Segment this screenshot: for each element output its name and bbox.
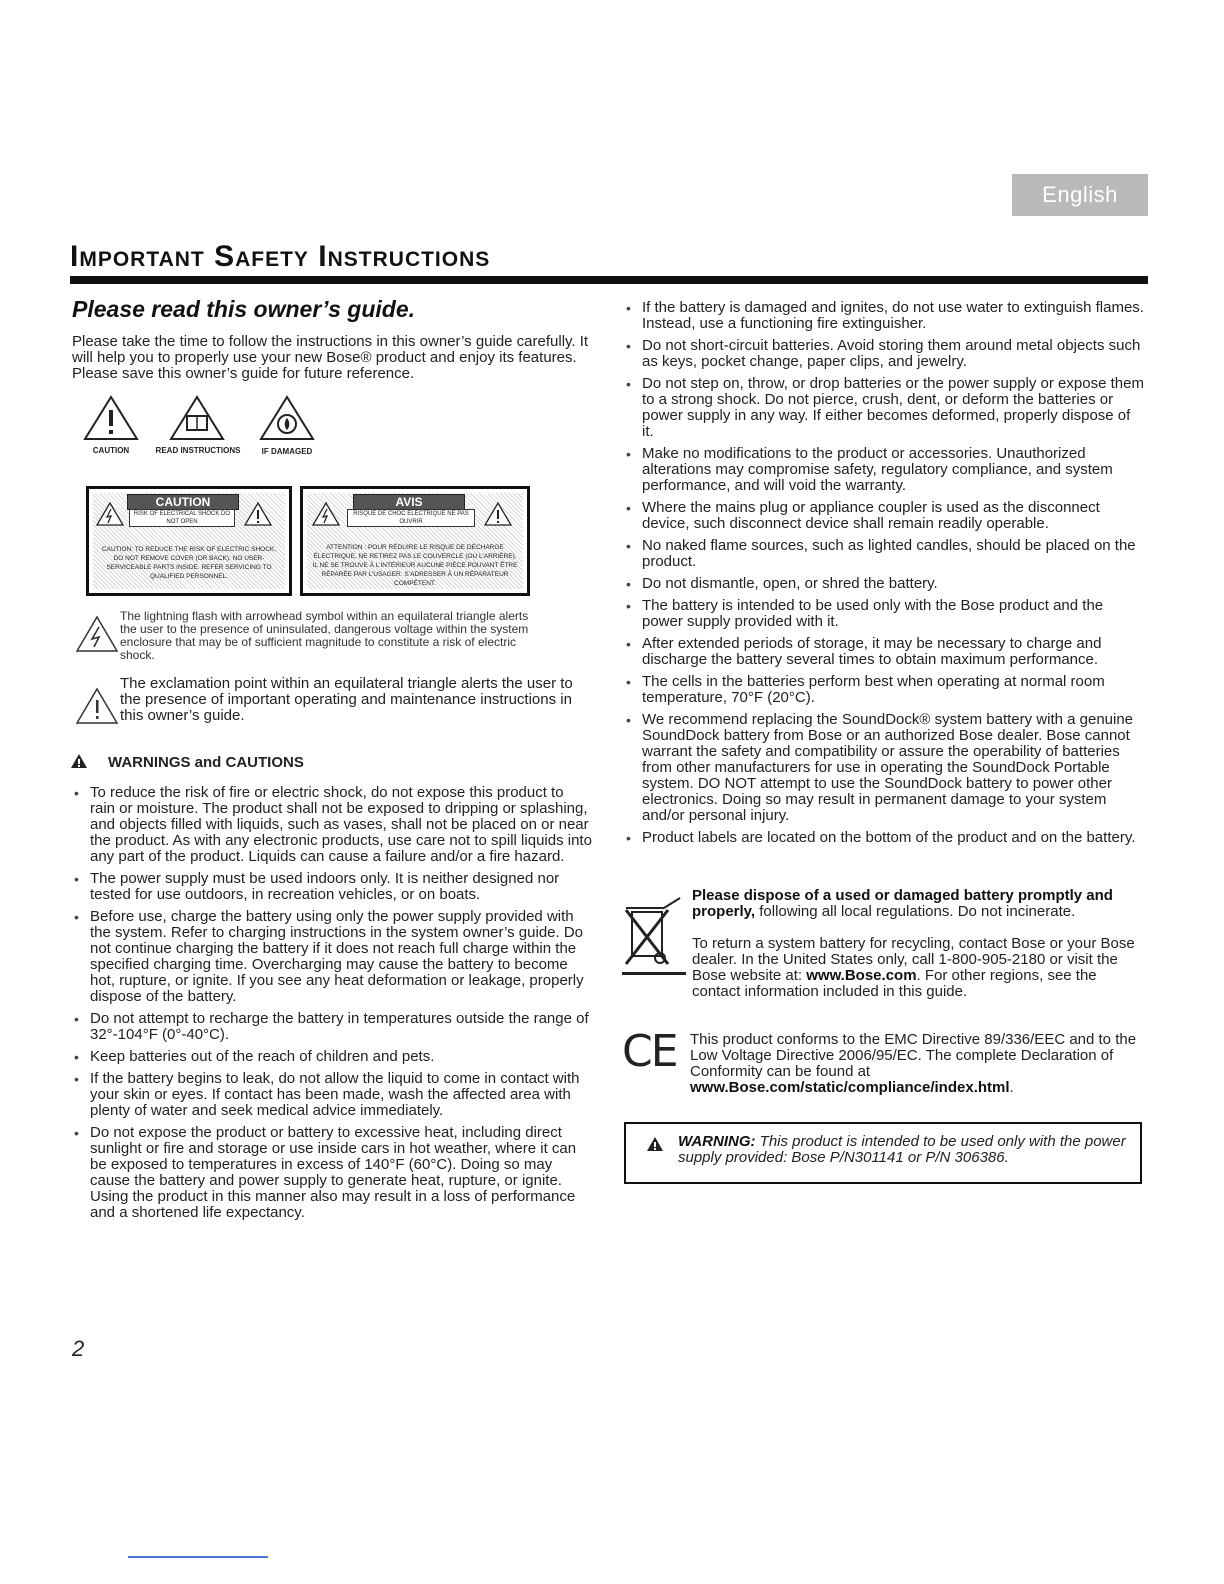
warnings-heading: WARNINGS and CAUTIONS	[108, 754, 304, 771]
list-item: • Do not dismantle, open, or shred the battery.	[624, 576, 1144, 592]
exclamation-triangle-icon	[483, 501, 513, 527]
return-text: To return a system battery for recycling, contact Bose or your Bose dealer. In the United States only, call 1-800-905-2180 or visit the Bose website at:	[692, 935, 1135, 984]
if-damaged-label: IF DAMAGED	[261, 447, 313, 456]
list-item: • Product labels are located on the bottom of the product and on the battery.	[624, 830, 1144, 846]
left-warnings-list	[72, 785, 592, 1227]
warning-box-label: WARNING:	[678, 1133, 756, 1150]
list-item: • Do not attempt to recharge the battery in temperatures outside the range of 32°-104°F (0°-40°C).	[72, 1011, 592, 1043]
ce-mark-icon: CE	[622, 1026, 677, 1077]
page-title	[70, 240, 490, 274]
caution-label: CAUTION	[92, 446, 130, 455]
list-item: • If the battery is damaged and ignites, do not use water to extinguish flames. Instead, use a functioning fire extinguisher.	[624, 300, 1144, 332]
dispose-rest: following all local regulations. Do not incinerate.	[755, 903, 1076, 920]
dispose-paragraph	[692, 888, 1142, 920]
dispose-bold: Please dispose of a used or damaged battery promptly and properly,	[692, 887, 1113, 920]
exclamation-triangle-icon	[74, 686, 120, 726]
title-rule	[70, 276, 1148, 284]
list-item: • Before use, charge the battery using only the power supply provided with the system. Refer to charging instructions in the system owner’s guide. Do not continue charging the battery if it does not reach full charge within the specified charging time. Overcharging may cause the battery to become hot, rupture, or ignite. If you see any heat deformation or leakage, properly dispose of the battery.	[72, 909, 592, 1005]
list-item: • No naked flame sources, such as lighted candles, should be placed on the product.	[624, 538, 1144, 570]
lightning-symbol-note: The lightning flash with arrowhead symbol within an equilateral triangle alerts the user to the presence of uninsulated, dangerous voltage within the system enclosure that may be of sufficient magnitude to constitute a risk of electric shock.	[120, 609, 529, 662]
ce-tail: .	[1009, 1079, 1014, 1096]
page-title-text: Important Safety Instructions	[70, 240, 491, 273]
fire-warning-icon	[258, 394, 316, 442]
footer-rule	[128, 1556, 268, 1558]
list-item: • Do not step on, throw, or drop batteries or the power supply or expose them to a strong shock. Do not pierce, crush, dent, or deform the batteries or power supply in any way. If either becomes deformed, properly dispose of it.	[624, 376, 1144, 440]
return-tail: . For other regions, see the contact information included in this guide.	[692, 967, 1097, 1000]
bose-website-link[interactable]: www.Bose.com	[806, 967, 917, 984]
list-item: • Make no modifications to the product or accessories. Unauthorized alterations may compromise safety, regulatory compliance, and system performance, and will void the warranty.	[624, 446, 1144, 494]
ce-compliance-paragraph	[690, 1032, 1140, 1096]
warning-box-text	[678, 1134, 1128, 1166]
list-item: • If the battery begins to leak, do not allow the liquid to come in contact with your skin or eyes. If contact has been made, wash the affected area with plenty of water and seek medical advice immediately.	[72, 1071, 592, 1119]
avis-plate-text: ATTENTION : POUR RÉDUIRE LE RISQUE DE DÉCHARGE ÉLECTRIQUE, NE RETIREZ PAS LE COUVERCLE (OU L’ARRIÈRE). IL NE SE TROUVE À L’INTÉRIEUR AUCUNE PIÈCE POUVANT ÊTRE RÉPARÉE PAR L’USAGER. S’ADRESSER À UN RÉPARATEUR COMPÉTENT.	[312, 544, 518, 587]
list-item: • Where the mains plug or appliance coupler is used as the disconnect device, such disconnect device shall remain readily operable.	[624, 500, 1144, 532]
right-warnings-list	[624, 300, 1144, 852]
ce-text: This product conforms to the EMC Directive 89/336/EEC and to the Low Voltage Directive 2006/95/EC. The complete Declaration of Conformity can be found at	[690, 1031, 1137, 1080]
avis-plate-french	[300, 486, 530, 596]
caution-plate-text: CAUTION: TO REDUCE THE RISK OF ELECTRIC SHOCK, DO NOT REMOVE COVER (OR BACK). NO USER-SERVICEABLE PARTS INSIDE. REFER SERVICING TO QUALIFIED PERSONNEL.	[101, 546, 277, 580]
warning-hazard-icon	[646, 1136, 664, 1152]
safety-symbols	[74, 394, 334, 458]
page-number: 2	[72, 1336, 85, 1361]
intro-paragraph: Please take the time to follow the instructions in this owner’s guide carefully. It will help you to properly use your new Bose® product and enjoy its features. Please save this owner’s guide for future reference.	[72, 333, 589, 382]
list-item: • After extended periods of storage, it may be necessary to charge and discharge the battery several times to obtain maximum performance.	[624, 636, 1144, 668]
exclamation-triangle-icon	[243, 501, 273, 527]
caution-triangle-icon	[82, 394, 140, 442]
read-instructions-icon	[168, 394, 226, 442]
caution-plate-heading: CAUTION	[127, 494, 239, 510]
language-tab: English	[1012, 174, 1148, 216]
warning-hazard-icon	[70, 753, 88, 769]
power-supply-warning-box	[624, 1122, 1142, 1184]
caution-plate-english	[86, 486, 292, 596]
list-item: • Keep batteries out of the reach of children and pets.	[72, 1049, 592, 1065]
list-item: • We recommend replacing the SoundDock® system battery with a genuine SoundDock battery from Bose or an authorized Bose dealer. Bose cannot warrant the safety and compatibility or assure the operability of batteries from other manufacturers for use in operating the SoundDock Portable system. DO NOT attempt to use the SoundDock battery to power other electronics. Doing so may result in permanent damage to your system and/or personal injury.	[624, 712, 1144, 824]
crossed-bin-icon	[622, 894, 686, 978]
section-subheading: Please read this owner’s guide.	[72, 296, 416, 322]
avis-plate-box: RISQUE DE CHOC ÉLECTRIQUE NE PAS OUVRIR	[347, 509, 475, 527]
read-instructions-label: READ INSTRUCTIONS	[155, 446, 241, 455]
list-item: • To reduce the risk of fire or electric shock, do not expose this product to rain or moisture. The product shall not be exposed to dripping or splashing, and objects filled with liquids, such as vases, shall not be placed on or near the product. As with any electronic products, use care not to spill liquids into any part of the product. Liquids can cause a failure and/or a fire hazard.	[72, 785, 592, 865]
list-item: • The cells in the batteries perform best when operating at normal room temperature, 70°F (20°C).	[624, 674, 1144, 706]
list-item: • The power supply must be used indoors only. It is neither designed nor tested for use outdoors, in recreation vehicles, or on boats.	[72, 871, 592, 903]
caution-plate-box: RISK OF ELECTRICAL SHOCK DO NOT OPEN	[129, 509, 235, 527]
list-item: • Do not short-circuit batteries. Avoid storing them around metal objects such as keys, pocket change, paper clips, and jewelry.	[624, 338, 1144, 370]
lightning-triangle-icon	[74, 614, 120, 654]
lightning-triangle-icon	[311, 501, 341, 527]
compliance-link[interactable]: www.Bose.com/static/compliance/index.html	[690, 1079, 1010, 1096]
lightning-triangle-icon	[95, 501, 125, 527]
list-item: • The battery is intended to be used only with the Bose product and the power supply provided with it.	[624, 598, 1144, 630]
warning-box-body: This product is intended to be used only with the power supply provided: Bose P/N301141 or P/N 306386.	[678, 1133, 1126, 1166]
avis-plate-heading: AVIS	[353, 494, 465, 510]
list-item: • Do not expose the product or battery to excessive heat, including direct sunlight or fire and storage or use inside cars in hot weather, where it can be exposed to temperatures in excess of 140°F (60°C). Doing so may cause the battery and power supply to generate heat, rupture, or ignite. Using the product in this manner also may result in a loss of performance and a shortened life expectancy.	[72, 1125, 592, 1221]
exclamation-symbol-note: The exclamation point within an equilateral triangle alerts the user to the presence of important operating and maintenance instructions in this owner’s guide.	[120, 675, 573, 724]
return-paragraph	[692, 936, 1142, 1000]
